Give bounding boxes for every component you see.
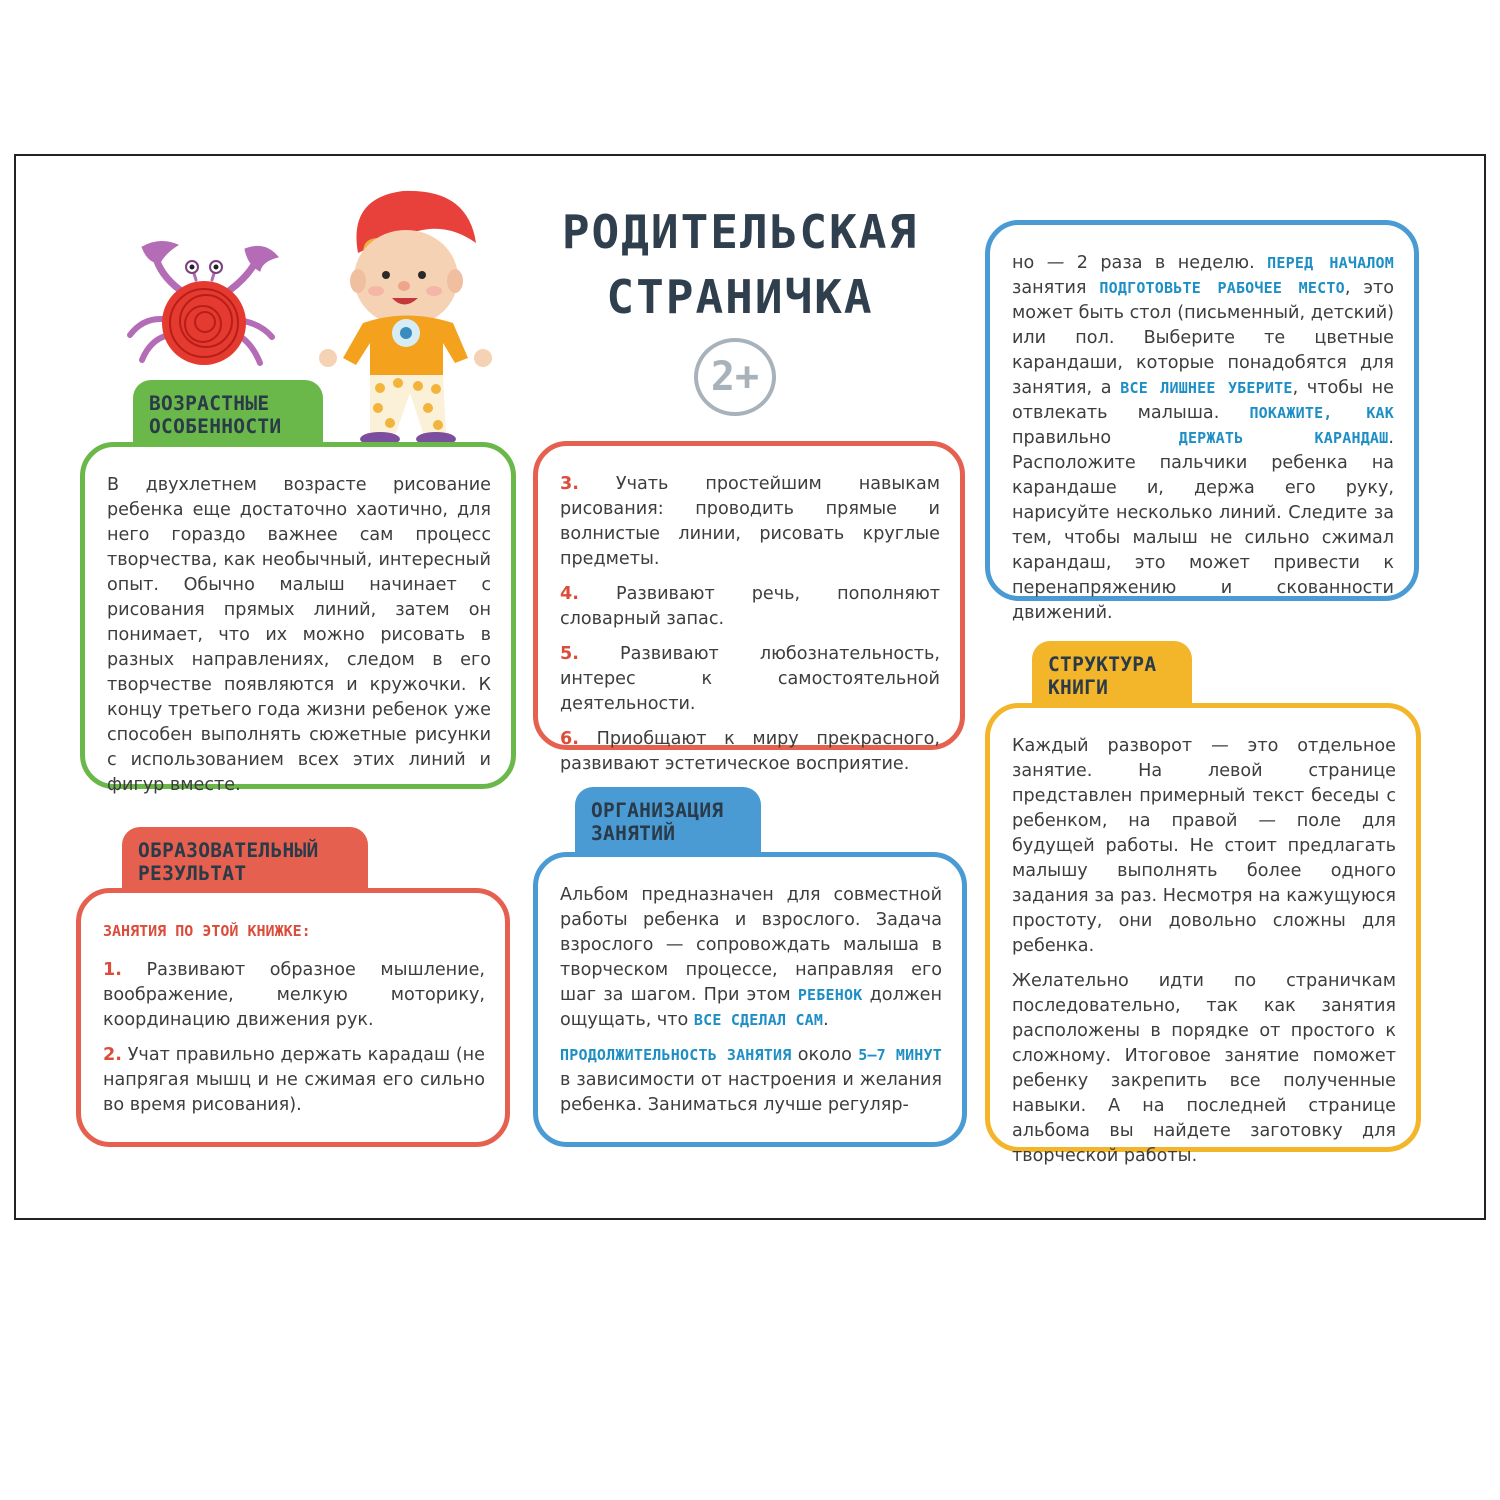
educational-item-2-num: 2. (103, 1045, 122, 1065)
tab-structure (1032, 641, 1192, 711)
org-cont-highlight-4: ПОКАЖИТЕ, КАК (1249, 404, 1395, 422)
educational-heading: ЗАНЯТИЯ ПО ЭТОЙ КНИЖКЕ: (103, 922, 311, 940)
educational-item-6-text: Приобщают к миру прекрасного, развивают эстетическое восприятие. (560, 729, 940, 774)
org-cont-text-c: , это может быть стол (письменный, детский) или пол. Выберите те цветные карандаши, которые понадобятся для занятия, а (1012, 278, 1394, 398)
tab-structure-line2: КНИГИ (1048, 676, 1109, 699)
org-cont-text-e: правильно (1012, 428, 1179, 448)
tab-age-features-line2: ОСОБЕННОСТИ (149, 415, 282, 438)
org-cont-highlight-5: ДЕРЖАТЬ КАРАНДАШ (1178, 429, 1389, 447)
tab-educational-line1: ОБРАЗОВАТЕЛЬНЫЙ (138, 839, 319, 862)
org-cont-text-a: но — 2 раза в неделю. (1012, 253, 1268, 273)
organization-p1-text-a: Альбом предназначен для совместной работы ребенка и взрослого. Задача взрослого — сопровождать малыша в творческом процессе, направляя его шаг за шагом. При этом (560, 885, 942, 1005)
tab-organization-line1: ОРГАНИЗАЦИЯ (591, 799, 724, 822)
educational-item-3-text: Учать простейшим навыкам рисования: проводить прямые и волнистые линии, рисовать круглые предметы. (560, 474, 940, 569)
educational-item-5 (560, 642, 940, 717)
educational-item-1-text: Развивают образное мышление, воображение, мелкую моторику, координацию движения рук. (103, 960, 486, 1030)
box-age-features (80, 442, 516, 795)
org-cont-highlight-2: ПОДГОТОВЬТЕ РАБОЧЕЕ МЕСТО (1099, 279, 1345, 297)
educational-item-2 (103, 1043, 485, 1118)
tab-educational-result (122, 827, 368, 897)
page-title-line-1: РОДИТЕЛЬСКАЯ (561, 205, 919, 259)
tab-educational-line2: РЕЗУЛЬТАТ (138, 862, 247, 885)
educational-item-1-num: 1. (103, 960, 122, 980)
educational-item-1 (103, 958, 485, 1033)
page-title-line-2: СТРАНИЧКА (606, 270, 874, 324)
educational-item-5-text: Развивают любознательность, интерес к самостоятельной деятельности. (560, 644, 940, 714)
organization-p2-text-a: около (791, 1045, 859, 1065)
structure-paragraph-2: Желательно идти по страничкам последовательно, так как занятия расположены в порядке от простого к сложному. Итоговое занятие поможет ребенку закрепить все полученные навыки. А на последней странице альбома вы найдете заготовку для творческой работы. (1012, 971, 1396, 1166)
organization-paragraph-1 (560, 883, 942, 1033)
educational-item-6 (560, 727, 940, 777)
structure-paragraph-1: Каждый разворот — это отдельное занятие. На левой странице представлен примерный текст беседы с ребенком, на правой — поле для будущей работы. Не стоит предлагать малышу выполнять более одного задания за раз. Несмотря на кажущуюся простоту, они довольно сложны для ребенка. (1012, 736, 1396, 956)
boy-illustration (318, 183, 493, 448)
educational-item-3-num: 3. (560, 474, 579, 494)
organization-p2-highlight-duration: ПРОДОЛЖИТЕЛЬНОСТЬ ЗАНЯТИЯ (560, 1046, 792, 1064)
organization-p1-highlight-self: ВСЕ СДЕЛАЛ САМ (693, 1011, 824, 1029)
age-features-text: В двухлетнем возрасте рисование ребенка еще достаточно хаотично, для него гораздо важнее сам процесс творчества, как необычный, интересный опыт. Обычно малыш начинает с рисования прямых линий, затем он понимает, что их можно рисовать в разных направлениях, следом в его творчестве появляются и кружочки. К концу третьего года жизни ребенок уже способен выполнять сюжетные рисунки с использованием всех этих линий и фигур вместе. (107, 475, 491, 795)
org-cont-text-f: . Расположите пальчики ребенка на карандаше и, держа его руку, нарисуйте несколько линий. Следите за тем, чтобы малыш не сильно сжимал карандаш, это может привести к перенапряжению и скованности движений. (1012, 428, 1394, 623)
organization-continued-text (1012, 251, 1394, 626)
educational-item-2-text: Учат правильно держать карадаш (не напрягая мышц и не сжимая его сильно во время рисования). (103, 1045, 486, 1115)
organization-p2-highlight-minutes: 5–7 МИНУТ (858, 1046, 942, 1064)
educational-item-5-num: 5. (560, 644, 579, 664)
box-educational-continued (533, 441, 965, 774)
educational-item-3 (560, 472, 940, 572)
tab-structure-line1: СТРУКТУРА (1048, 653, 1157, 676)
educational-item-4-num: 4. (560, 584, 579, 604)
tab-organization-line2: ЗАНЯТИЙ (591, 822, 676, 845)
tab-age-features-line1: ВОЗРАСТНЫЕ (149, 392, 270, 415)
org-cont-highlight-1: ПЕРЕД НАЧАЛОМ (1267, 254, 1395, 272)
organization-paragraph-2 (560, 1043, 942, 1118)
org-cont-highlight-3: ВСЕ ЛИШНЕЕ УБЕРИТЕ (1120, 379, 1293, 397)
org-cont-text-d: , чтобы не отвлекать малыша. (1012, 378, 1394, 423)
tab-age-features (133, 380, 323, 450)
box-structure (985, 703, 1421, 1166)
organization-p2-text-b: в зависимости от настроения и желания ребенка. Заниматься лучше регуляр- (560, 1070, 942, 1115)
educational-item-6-num: 6. (560, 729, 579, 749)
box-educational-result (76, 888, 510, 1147)
organization-p1-text-c: . (823, 1010, 829, 1030)
organization-p1-text-b: должен ощущать, что (560, 985, 942, 1030)
box-organization-continued (985, 220, 1419, 623)
educational-item-4-text: Развивают речь, пополняют словарный запас. (560, 584, 941, 629)
age-badge: 2+ (694, 338, 776, 416)
organization-p1-highlight-child: РЕБЕНОК (797, 986, 863, 1004)
org-cont-text-b: занятия (1012, 278, 1100, 298)
box-organization (533, 852, 967, 1147)
educational-item-4 (560, 582, 940, 632)
tab-organization (575, 787, 761, 857)
crab-illustration (120, 235, 285, 380)
